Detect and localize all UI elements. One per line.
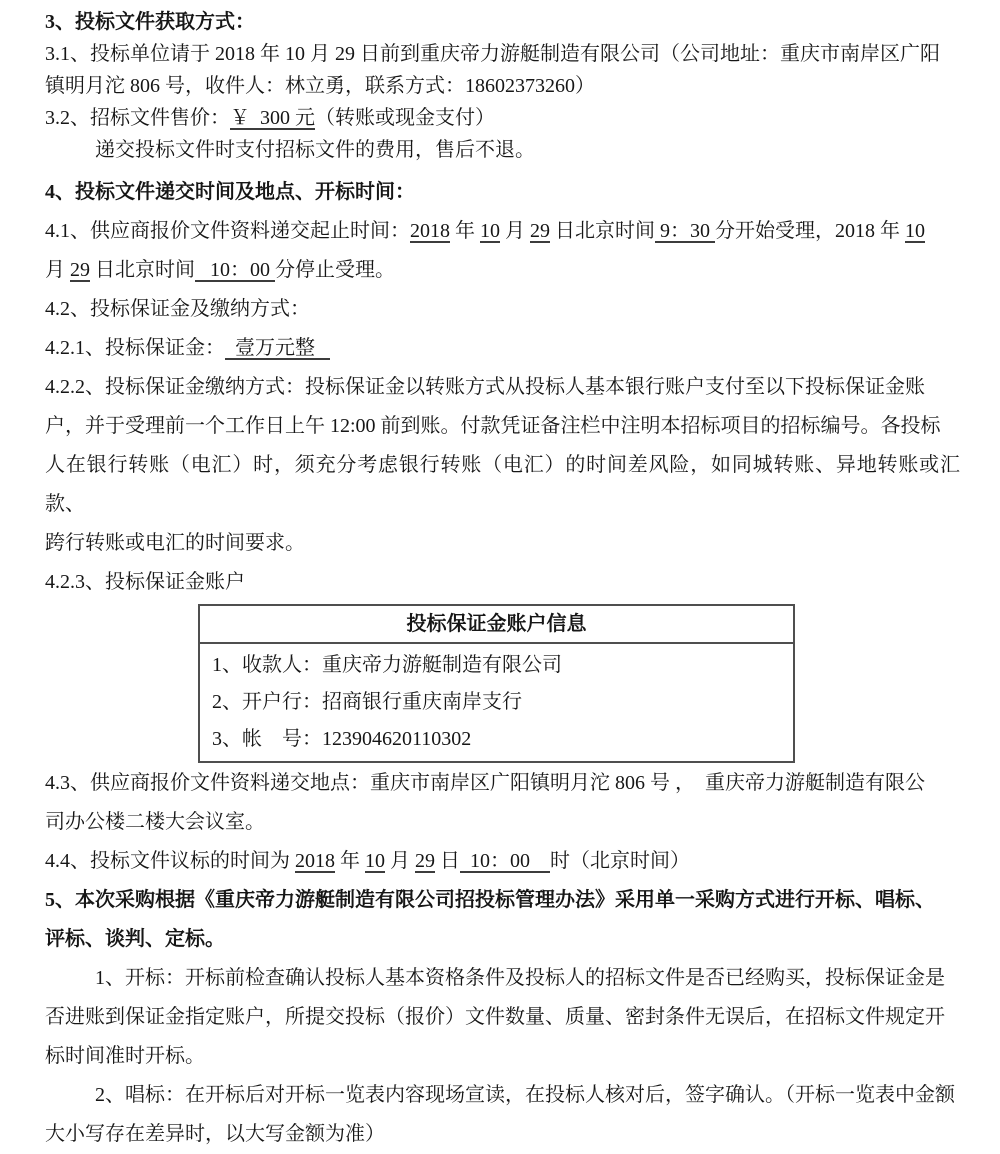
text-run: 标时间准时开标。 bbox=[45, 1045, 205, 1067]
text-run: 月 bbox=[45, 259, 70, 281]
deposit-table-title: 投标保证金账户信息 bbox=[200, 606, 793, 644]
text-run: （转账或现金支付） bbox=[315, 107, 495, 129]
para-4-2 bbox=[45, 290, 960, 329]
text-run: 1、开标：开标前检查确认投标人基本资格条件及投标人的招标文件是否已经购买，投标保证金是 bbox=[95, 967, 945, 989]
text-run: 4.2.1、投标保证金： bbox=[45, 337, 225, 359]
text-run: 4、投标文件递交时间及地点、开标时间： bbox=[45, 181, 415, 203]
text-run: 10：00 bbox=[460, 850, 550, 872]
text-run: 4.2.3、投标保证金账户 bbox=[45, 571, 245, 593]
text-run: 壹万元整 bbox=[225, 337, 330, 359]
text-run: 日北京时间 bbox=[90, 259, 195, 281]
para-4-2-3 bbox=[45, 563, 960, 602]
text-run: 10 bbox=[365, 850, 385, 872]
text-run: 5、本次采购根据《重庆帝力游艇制造有限公司招投标管理办法》采用单一采购方式进行开标、唱标、 bbox=[45, 889, 935, 911]
text-run: 2、唱标：在开标后对开标一览表内容现场宣读，在投标人核对后，签字确认。（开标一览表中金额 bbox=[95, 1084, 955, 1106]
text-run: 29 bbox=[530, 220, 550, 242]
text-run: 户，并于受理前一个工作日上午 12:00 前到账。付款凭证备注栏中注明本招标项目的招标编号。各投标 bbox=[45, 415, 941, 437]
para-open-bid bbox=[45, 959, 960, 1076]
text-run: 2018 bbox=[295, 850, 335, 872]
para-4-2-2 bbox=[45, 368, 960, 563]
text-run: 跨行转账或电汇的时间要求。 bbox=[45, 532, 305, 554]
text-run: 4.2、投标保证金及缴纳方式： bbox=[45, 298, 310, 320]
text-run: 3、投标文件获取方式： bbox=[45, 11, 255, 33]
text-run: 日 bbox=[435, 850, 460, 872]
text-run: 9：30 bbox=[655, 220, 715, 242]
table-row: 3、帐 号：123904620110302 bbox=[212, 728, 472, 750]
text-run: 29 bbox=[70, 259, 90, 281]
text-run: 29 bbox=[415, 850, 435, 872]
para-5 bbox=[45, 881, 960, 959]
para-4-4 bbox=[45, 842, 960, 881]
text-run: 人在银行转账（电汇）时，须充分考虑银行转账（电汇）的时间差风险，如同城转账、异地转账或汇款、 bbox=[45, 454, 960, 515]
text-run: 10：00 bbox=[195, 259, 275, 281]
table-row: 2、开户行：招商银行重庆南岸支行 bbox=[212, 691, 522, 713]
deposit-account-table bbox=[198, 604, 795, 763]
text-run: 10 bbox=[480, 220, 500, 242]
text-run: 2018 bbox=[410, 220, 450, 242]
para-4-2-1 bbox=[45, 329, 960, 368]
para-read-bid bbox=[45, 1076, 960, 1154]
table-row: 1、收款人：重庆帝力游艇制造有限公司 bbox=[212, 654, 562, 676]
text-run: 大小写存在差异时，以大写金额为准） bbox=[45, 1123, 385, 1145]
text-run: 10 bbox=[905, 220, 925, 242]
para-4-1 bbox=[45, 212, 960, 290]
text-run: 4.1、供应商报价文件资料递交起止时间： bbox=[45, 220, 410, 242]
text-run: 镇明月沱 806 号，收件人：林立勇，联系方式：18602373260） bbox=[45, 75, 595, 97]
heading-3 bbox=[45, 6, 960, 38]
text-run: 评标、谈判、定标。 bbox=[45, 928, 225, 950]
text-run: 月 bbox=[500, 220, 530, 242]
text-run: 4.2.2、投标保证金缴纳方式：投标保证金以转账方式从投标人基本银行账户支付至以下投标保证金账 bbox=[45, 376, 925, 398]
text-run: 4.3、供应商报价文件资料递交地点：重庆市南岸区广阳镇明月沱 806 号 ， 重庆帝力游艇制造有限公 bbox=[45, 772, 925, 794]
para-4-3 bbox=[45, 764, 960, 842]
text-run: 递交投标文件时支付招标文件的费用，售后不退。 bbox=[95, 139, 535, 161]
para-3-2 bbox=[45, 102, 960, 134]
text-run: 年 bbox=[335, 850, 365, 872]
text-run: 时（北京时间） bbox=[550, 850, 690, 872]
para-3-2-note bbox=[45, 134, 960, 166]
para-3-1 bbox=[45, 38, 960, 102]
text-run: 司办公楼二楼大会议室。 bbox=[45, 811, 265, 833]
text-run: 日北京时间 bbox=[550, 220, 655, 242]
text-run: 4.4、投标文件议标的时间为 bbox=[45, 850, 295, 872]
text-run: 月 bbox=[385, 850, 415, 872]
text-run: 年 bbox=[450, 220, 480, 242]
text-run: 分停止受理。 bbox=[275, 259, 395, 281]
text-run: 否进账到保证金指定账户，所提交投标（报价）文件数量、质量、密封条件无误后，在招标文件规定开 bbox=[45, 1006, 945, 1028]
text-run: 3.2、招标文件售价： bbox=[45, 107, 230, 129]
deposit-table-body bbox=[200, 644, 793, 761]
text-run: 3.1、投标单位请于 2018 年 10 月 29 日前到重庆帝力游艇制造有限公司（公司地址：重庆市南岸区广阳 bbox=[45, 43, 940, 65]
text-run: 分开始受理，2018 年 bbox=[715, 220, 905, 242]
text-run: ￥ 300 元 bbox=[230, 107, 315, 129]
heading-4 bbox=[45, 173, 960, 212]
